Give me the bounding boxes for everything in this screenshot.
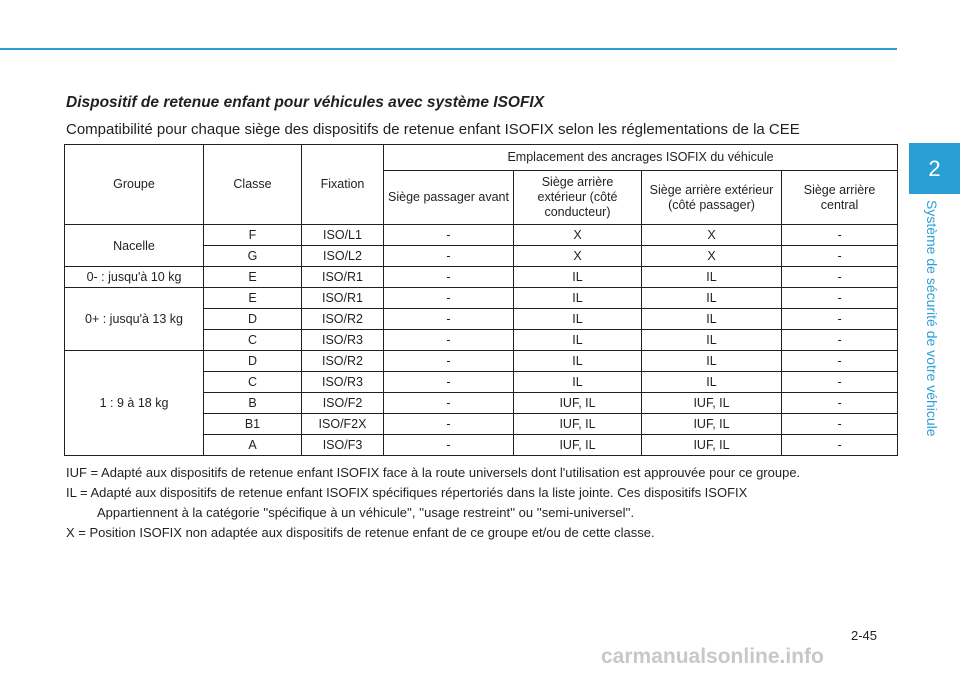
legend-iuf: IUF = Adapté aux dispositifs de retenue enfant ISOFIX face à la route universels dont l'utilisation est approuvée pour ce groupe. bbox=[66, 465, 801, 480]
arriere-conducteur-cell: IL bbox=[514, 372, 642, 393]
classe-cell: E bbox=[204, 267, 302, 288]
arriere-central-cell: - bbox=[782, 288, 898, 309]
passager-avant-cell: - bbox=[384, 372, 514, 393]
intro-text: Compatibilité pour chaque siège des dispositifs de retenue enfant ISOFIX selon les réglementations de la CEE bbox=[66, 121, 800, 138]
legend bbox=[66, 463, 800, 543]
arriere-passager-cell: IUF, IL bbox=[642, 414, 782, 435]
fixation-cell: ISO/L1 bbox=[302, 225, 384, 246]
arriere-passager-cell: IL bbox=[642, 288, 782, 309]
classe-cell: E bbox=[204, 288, 302, 309]
legend-il-continued: Appartiennent à la catégorie ''spécifique à un véhicule'', ''usage restreint'' ou ''semi-universel''. bbox=[97, 505, 635, 520]
arriere-central-cell: - bbox=[782, 372, 898, 393]
passager-avant-cell: - bbox=[384, 225, 514, 246]
arriere-central-cell: - bbox=[782, 225, 898, 246]
arriere-central-cell: - bbox=[782, 330, 898, 351]
passager-avant-cell: - bbox=[384, 414, 514, 435]
fixation-cell: ISO/R3 bbox=[302, 330, 384, 351]
passager-avant-cell: - bbox=[384, 288, 514, 309]
arriere-passager-cell: IL bbox=[642, 330, 782, 351]
fixation-cell: ISO/R2 bbox=[302, 309, 384, 330]
watermark: carmanualsonline.info bbox=[601, 645, 824, 668]
arriere-central-cell: - bbox=[782, 435, 898, 456]
fixation-cell: ISO/F3 bbox=[302, 435, 384, 456]
page-number: 2-45 bbox=[851, 628, 878, 643]
isofix-compatibility-table bbox=[64, 144, 898, 456]
arriere-conducteur-cell: X bbox=[514, 225, 642, 246]
passager-avant-cell: - bbox=[384, 351, 514, 372]
header-fixation: Fixation bbox=[302, 145, 384, 225]
classe-cell: D bbox=[204, 351, 302, 372]
arriere-conducteur-cell: IL bbox=[514, 330, 642, 351]
header-emplacement: Emplacement des ancrages ISOFIX du véhicule bbox=[384, 145, 898, 171]
arriere-conducteur-cell: X bbox=[514, 246, 642, 267]
fixation-cell: ISO/L2 bbox=[302, 246, 384, 267]
arriere-conducteur-cell: IL bbox=[514, 288, 642, 309]
arriere-central-cell: - bbox=[782, 246, 898, 267]
fixation-cell: ISO/R3 bbox=[302, 372, 384, 393]
table-row bbox=[65, 225, 898, 246]
table-row bbox=[65, 288, 898, 309]
passager-avant-cell: - bbox=[384, 435, 514, 456]
arriere-conducteur-cell: IUF, IL bbox=[514, 393, 642, 414]
header-siege-passager-avant: Siège passager avant bbox=[384, 171, 514, 225]
fixation-cell: ISO/R1 bbox=[302, 267, 384, 288]
group-label: 0- : jusqu'à 10 kg bbox=[65, 267, 204, 288]
arriere-passager-cell: IL bbox=[642, 267, 782, 288]
header-siege-arriere-ext-conducteur: Siège arrière extérieur (côté conducteur) bbox=[514, 171, 642, 225]
passager-avant-cell: - bbox=[384, 309, 514, 330]
classe-cell: B1 bbox=[204, 414, 302, 435]
table-row bbox=[65, 351, 898, 372]
arriere-central-cell: - bbox=[782, 351, 898, 372]
classe-cell: C bbox=[204, 372, 302, 393]
classe-cell: G bbox=[204, 246, 302, 267]
legend-x: X = Position ISOFIX non adaptée aux dispositifs de retenue enfant de ce groupe et/ou de cette classe. bbox=[66, 525, 655, 540]
passager-avant-cell: - bbox=[384, 267, 514, 288]
header-classe: Classe bbox=[204, 145, 302, 225]
passager-avant-cell: - bbox=[384, 246, 514, 267]
header-siege-arriere-ext-passager: Siège arrière extérieur (côté passager) bbox=[642, 171, 782, 225]
legend-il: IL = Adapté aux dispositifs de retenue enfant ISOFIX spécifiques répertoriés dans la liste jointe. Ces dispositifs ISOFIX bbox=[66, 485, 748, 500]
arriere-passager-cell: X bbox=[642, 225, 782, 246]
classe-cell: C bbox=[204, 330, 302, 351]
arriere-central-cell: - bbox=[782, 267, 898, 288]
fixation-cell: ISO/R2 bbox=[302, 351, 384, 372]
classe-cell: F bbox=[204, 225, 302, 246]
passager-avant-cell: - bbox=[384, 330, 514, 351]
fixation-cell: ISO/F2 bbox=[302, 393, 384, 414]
section-title: Dispositif de retenue enfant pour véhicules avec système ISOFIX bbox=[66, 94, 545, 111]
fixation-cell: ISO/R1 bbox=[302, 288, 384, 309]
table-row bbox=[65, 267, 898, 288]
fixation-cell: ISO/F2X bbox=[302, 414, 384, 435]
arriere-passager-cell: IL bbox=[642, 351, 782, 372]
group-label: 0+ : jusqu'à 13 kg bbox=[65, 288, 204, 351]
arriere-passager-cell: IL bbox=[642, 372, 782, 393]
arriere-conducteur-cell: IUF, IL bbox=[514, 435, 642, 456]
header-siege-arriere-central: Siège arrière central bbox=[782, 171, 898, 225]
arriere-central-cell: - bbox=[782, 309, 898, 330]
chapter-tab: 2 bbox=[909, 143, 960, 194]
classe-cell: B bbox=[204, 393, 302, 414]
arriere-passager-cell: IUF, IL bbox=[642, 393, 782, 414]
arriere-passager-cell: IL bbox=[642, 309, 782, 330]
header-rule bbox=[0, 48, 897, 50]
arriere-conducteur-cell: IL bbox=[514, 267, 642, 288]
arriere-passager-cell: IUF, IL bbox=[642, 435, 782, 456]
passager-avant-cell: - bbox=[384, 393, 514, 414]
group-label: 1 : 9 à 18 kg bbox=[65, 351, 204, 456]
chapter-title: Système de sécurité de votre véhicule bbox=[924, 200, 940, 437]
arriere-conducteur-cell: IL bbox=[514, 309, 642, 330]
arriere-central-cell: - bbox=[782, 414, 898, 435]
arriere-passager-cell: X bbox=[642, 246, 782, 267]
arriere-central-cell: - bbox=[782, 393, 898, 414]
header-groupe: Groupe bbox=[65, 145, 204, 225]
arriere-conducteur-cell: IUF, IL bbox=[514, 414, 642, 435]
arriere-conducteur-cell: IL bbox=[514, 351, 642, 372]
table-body bbox=[65, 225, 898, 456]
classe-cell: D bbox=[204, 309, 302, 330]
group-label: Nacelle bbox=[65, 225, 204, 267]
classe-cell: A bbox=[204, 435, 302, 456]
